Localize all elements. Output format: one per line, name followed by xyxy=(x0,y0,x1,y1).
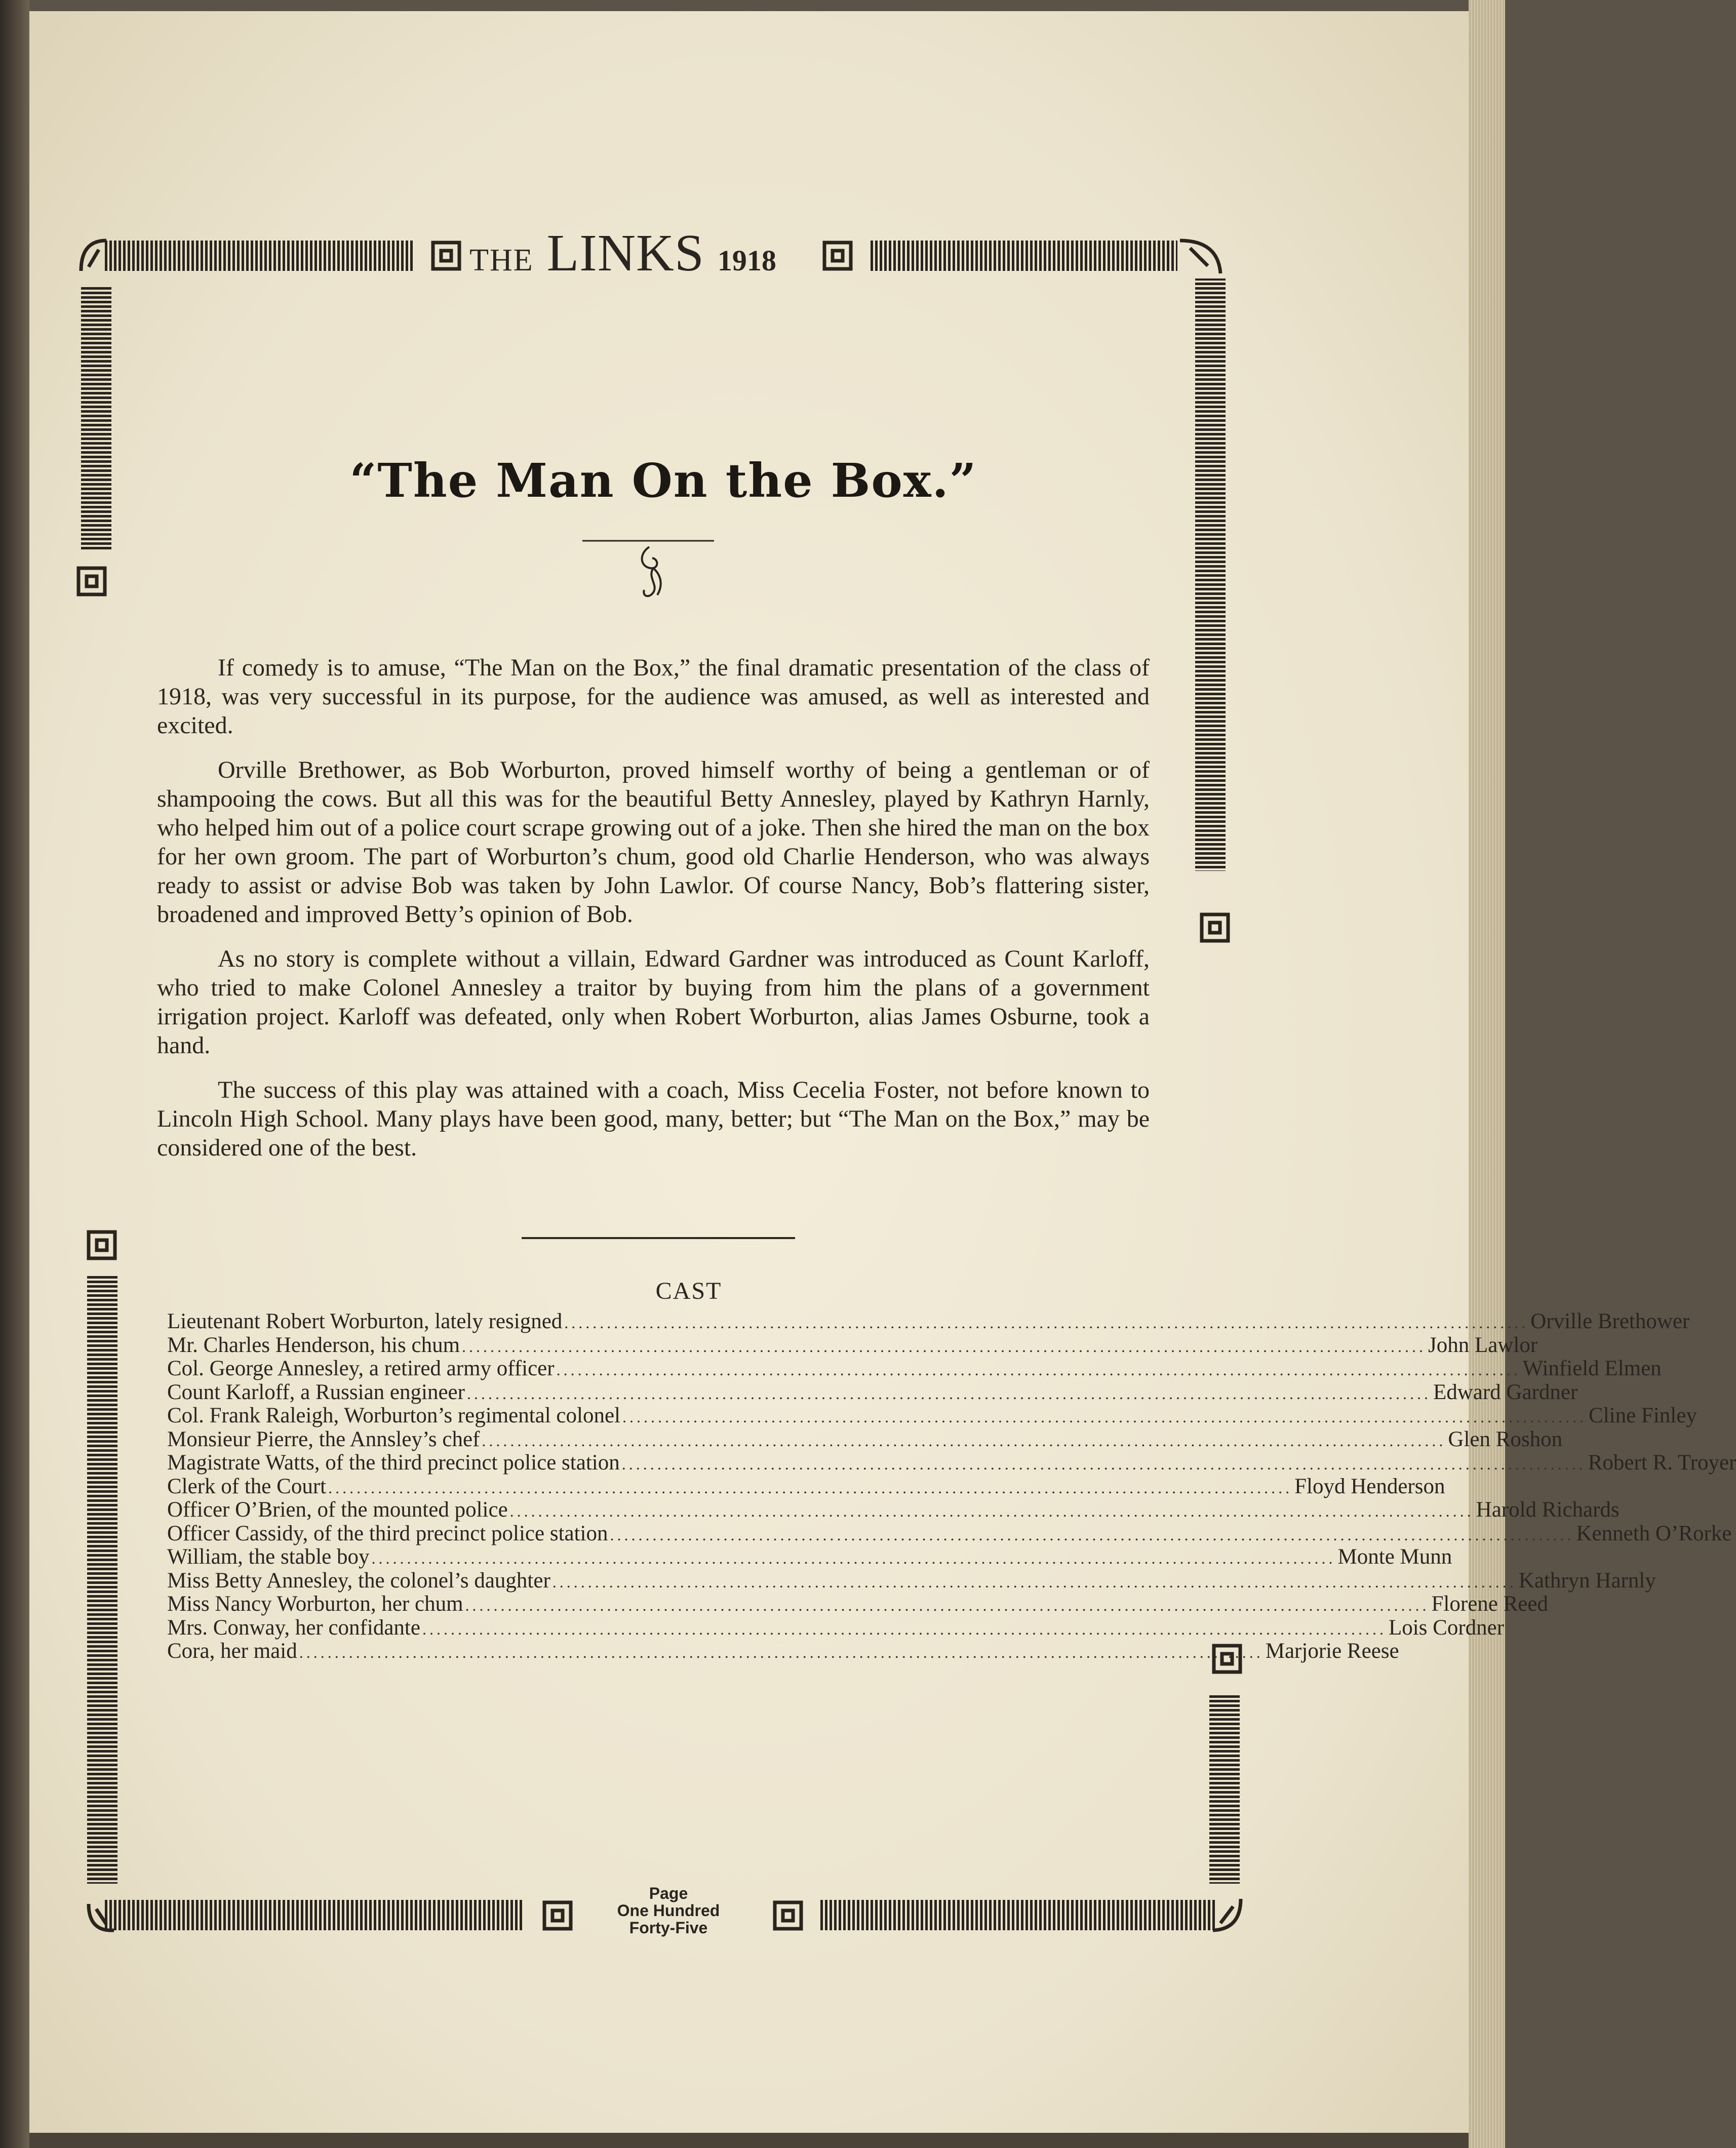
cast-actor: Harold Richards xyxy=(1476,1498,1620,1522)
cast-role: Col. Frank Raleigh, Worburton’s regimental colonel xyxy=(167,1404,621,1427)
cast-actor: Floyd Henderson xyxy=(1294,1474,1445,1498)
cast-role: Monsieur Pierre, the Annsley’s chef xyxy=(167,1427,480,1451)
cast-row xyxy=(167,1333,1538,1358)
cast-row xyxy=(167,1404,1697,1428)
cast-list xyxy=(167,1309,1736,1664)
cast-row xyxy=(167,1380,1578,1405)
leader-dots: ........................................................................................................................................ xyxy=(422,1619,1387,1638)
leader-dots: ........................................................................................................................................ xyxy=(465,1596,1430,1614)
cast-row xyxy=(167,1639,1399,1664)
cast-row xyxy=(167,1592,1548,1617)
leader-dots: ........................................................................................................................................ xyxy=(482,1431,1446,1450)
running-header xyxy=(466,223,780,299)
cast-role: Magistrate Watts, of the third precinct police station xyxy=(167,1451,620,1475)
cast-role: Mr. Charles Henderson, his chum xyxy=(167,1333,460,1357)
leader-dots: ........................................................................................................................................ xyxy=(299,1643,1264,1661)
leader-dots: ........................................................................................................................................ xyxy=(556,1361,1521,1379)
article-title: “The Man On the Box.” xyxy=(349,453,977,508)
cast-role: William, the stable boy xyxy=(167,1545,370,1569)
cast-role: Miss Betty Annesley, the colonel’s daughter xyxy=(167,1568,550,1593)
leader-dots: ........................................................................................................................................ xyxy=(610,1525,1574,1544)
leader-dots: ........................................................................................................................................ xyxy=(564,1314,1529,1332)
cast-actor: Kathryn Harnly xyxy=(1518,1568,1656,1593)
leader-dots: ........................................................................................................................................ xyxy=(509,1502,1474,1520)
cast-actor: Kenneth O’Rorke xyxy=(1576,1521,1732,1545)
cast-role: Lieutenant Robert Worburton, lately resigned xyxy=(167,1309,563,1333)
cast-actor: Monte Munn xyxy=(1337,1545,1452,1569)
leader-dots: ........................................................................................................................................ xyxy=(466,1384,1431,1403)
cast-role: Clerk of the Court xyxy=(167,1474,327,1498)
cast-row xyxy=(167,1451,1736,1476)
header-links: LINKS xyxy=(546,224,704,282)
page-number-line1: One Hundred xyxy=(617,1901,720,1920)
cast-role: Miss Nancy Worburton, her chum xyxy=(167,1592,463,1616)
article-paragraph: As no story is complete without a villain, Edward Gardner was introduced as Count Karloff, who tried to make Colonel Annesley a traitor by buying from him the plans of a government irrigation project. Karloff was defeated, only when Robert Worburton, alias James Osburne, took a hand. xyxy=(157,945,1150,1059)
cast-actor: John Lawlor xyxy=(1428,1333,1538,1357)
cast-row xyxy=(167,1357,1662,1381)
cast-role: Count Karloff, a Russian engineer xyxy=(167,1380,465,1404)
cast-actor: Florene Reed xyxy=(1431,1592,1548,1616)
article-paragraph: Orville Brethower, as Bob Worburton, proved himself worthy of being a gentleman or of shampooing the cows. But all this was for the beautiful Betty Annesley, played by Kathryn Harnly, who helped him out of a police court scrape growing out of a joke. Then she hired the man on the box for her own groom. The part of Worburton’s chum, good old Charlie Henderson, who was always ready to assist or advise Bob was taken by John Lawlor. Of course Nancy, Bob’s flattering sister, broadened and improved Betty’s opinion of Bob. xyxy=(157,757,1150,928)
cast-heading: CAST xyxy=(655,1278,722,1304)
header-the: THE xyxy=(469,243,534,277)
article-body xyxy=(157,653,1150,1178)
page-number xyxy=(598,1885,739,1936)
cast-row xyxy=(167,1498,1620,1523)
leader-dots: ........................................................................................................................................ xyxy=(462,1337,1427,1356)
cast-row xyxy=(167,1309,1690,1334)
cast-role: Col. George Annesley, a retired army officer xyxy=(167,1357,555,1380)
cast-actor: Edward Gardner xyxy=(1433,1380,1578,1404)
cast-actor: Lois Cordner xyxy=(1388,1615,1505,1640)
leader-dots: ........................................................................................................................................ xyxy=(552,1572,1517,1591)
cast-row xyxy=(167,1568,1656,1594)
section-divider xyxy=(522,1237,795,1239)
cast-role: Officer O’Brien, of the mounted police xyxy=(167,1498,508,1522)
cast-actor: Glen Roshon xyxy=(1448,1427,1563,1451)
article-paragraph: If comedy is to amuse, “The Man on the Box,” the final dramatic presentation of the class of 1918, was very successful in its purpose, for the audience was amused, as well as interested and excited. xyxy=(157,654,1150,739)
page-number-line2: Forty-Five xyxy=(629,1919,708,1937)
header-year: 1918 xyxy=(717,244,776,277)
article-paragraph: The success of this play was attained with a coach, Miss Cecelia Foster, not before known to Lincoln High School. Many plays have been good, many, better; but “The Man on the Box,” may be considered one of the best. xyxy=(157,1077,1150,1161)
cast-role: Officer Cassidy, of the third precinct police station xyxy=(167,1521,608,1545)
cast-row xyxy=(167,1521,1732,1546)
leader-dots: ........................................................................................................................................ xyxy=(328,1478,1293,1497)
cast-row xyxy=(167,1545,1452,1570)
cast-actor: Robert R. Troyer xyxy=(1588,1451,1736,1475)
cast-actor: Cline Finley xyxy=(1589,1404,1697,1427)
cast-actor: Orville Brethower xyxy=(1530,1309,1690,1333)
leader-dots: ........................................................................................................................................ xyxy=(371,1549,1336,1567)
page-label: Page xyxy=(649,1884,688,1902)
cast-role: Mrs. Conway, her confidante xyxy=(167,1615,420,1640)
cast-role: Cora, her maid xyxy=(167,1639,297,1663)
cast-row xyxy=(167,1474,1445,1499)
cast-actor: Marjorie Reese xyxy=(1265,1639,1399,1663)
cast-actor: Winfield Elmen xyxy=(1522,1357,1662,1380)
leader-dots: ........................................................................................................................................ xyxy=(622,1408,1587,1426)
cast-row xyxy=(167,1427,1563,1452)
leader-dots: ........................................................................................................................................ xyxy=(621,1455,1586,1473)
title-flourish-ornament xyxy=(577,537,739,618)
cast-row xyxy=(167,1615,1505,1641)
